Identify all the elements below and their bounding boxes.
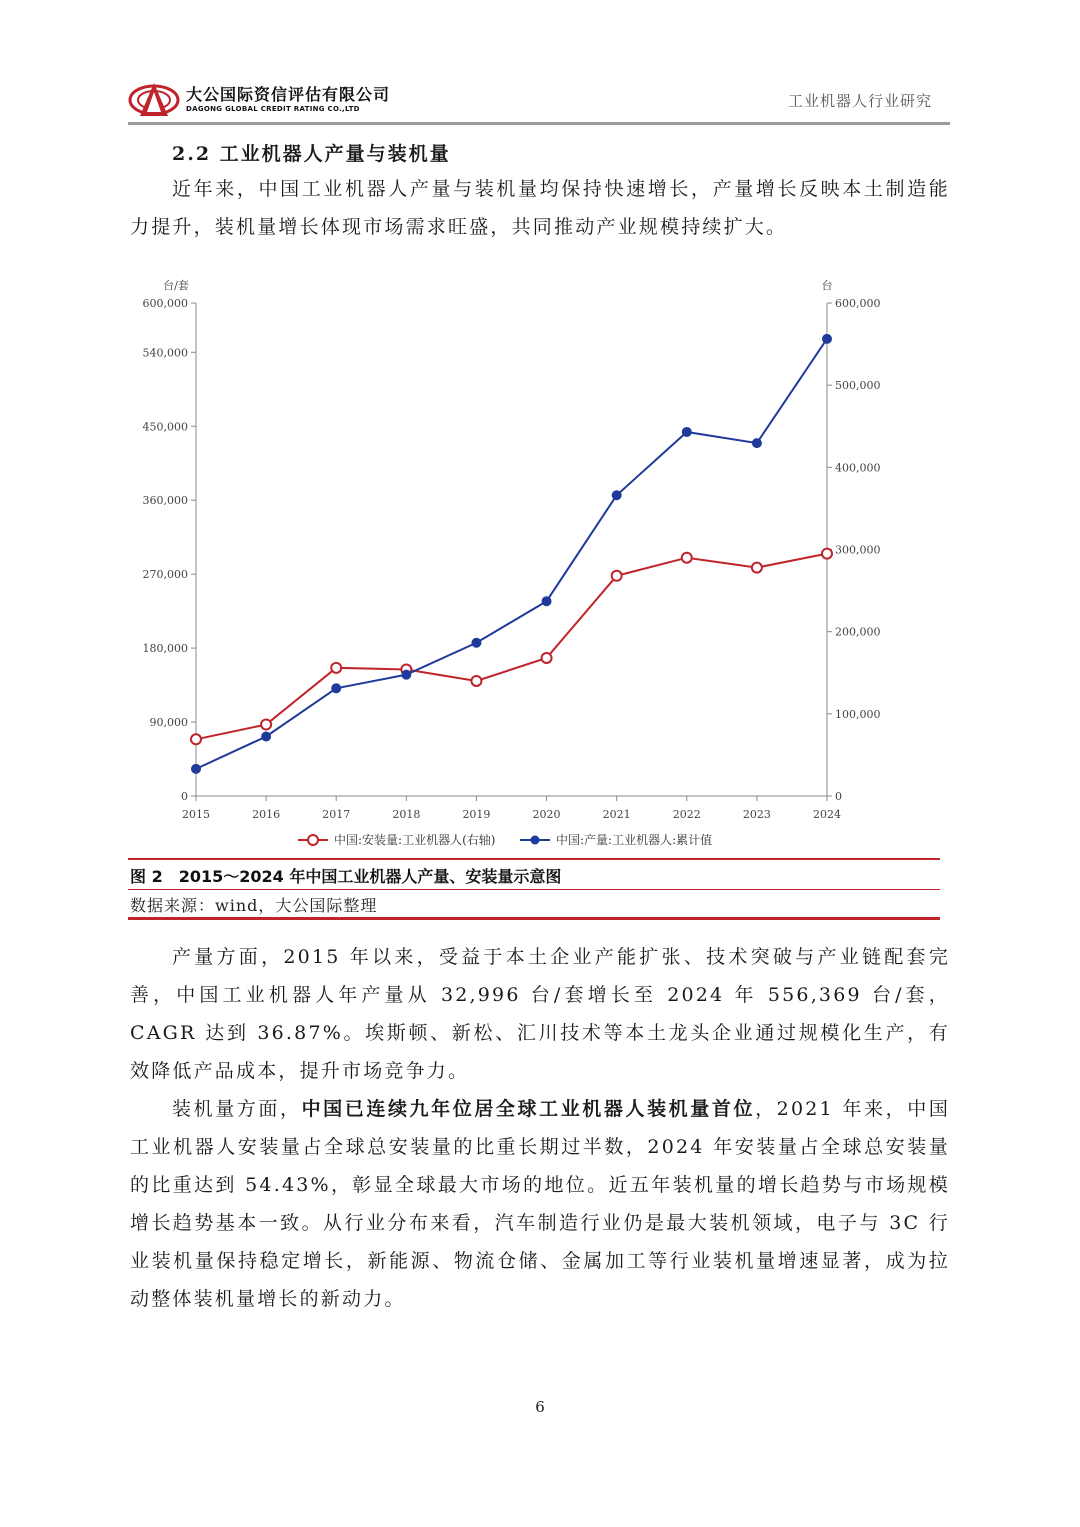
company-name-en: DAGONG GLOBAL CREDIT RATING CO.,LTD xyxy=(186,105,360,113)
legend-marker-2 xyxy=(531,836,540,845)
left-tick-label: 180,000 xyxy=(142,642,188,656)
installation-lead: 装机量方面， xyxy=(172,1098,302,1120)
legend-marker-1 xyxy=(308,835,318,845)
left-tick-label: 0 xyxy=(181,790,188,803)
left-axis-unit: 台/套 xyxy=(163,279,189,292)
data-point-series-1 xyxy=(682,553,692,563)
left-tick-label: 360,000 xyxy=(142,494,188,508)
right-tick-label: 300,000 xyxy=(835,543,881,557)
intro-paragraph: 近年来，中国工业机器人产量与装机量均保持快速增长，产量增长反映本土制造能力提升，装机量增长体现市场需求旺盛，共同推动产业规模持续扩大。 xyxy=(130,178,950,238)
data-point-series-2 xyxy=(262,732,271,741)
header-divider xyxy=(128,122,950,125)
company-logo xyxy=(128,80,390,120)
production-paragraph: 产量方面，2015 年以来，受益于本土企业产能扩张、技术突破与产业链配套完善，中国工业机器人年产量从 32,996 台/套增长至 2024 年 556,369 台/套，CAGR 达到 36.87%。埃斯顿、新松、汇川技术等本土龙头企业通过规模化生产，有效降低产品成本，提升市场竞争力。 xyxy=(130,946,950,1082)
x-tick-label: 2017 xyxy=(322,808,351,821)
x-tick-label: 2016 xyxy=(252,808,281,821)
data-point-series-2 xyxy=(752,439,761,448)
data-point-series-2 xyxy=(542,597,551,606)
left-tick-label: 600,000 xyxy=(142,297,188,310)
figure-rule-top xyxy=(128,858,940,860)
legend-label-2: 中国:产量:工业机器人:累计值 xyxy=(556,833,713,847)
left-tick-label: 450,000 xyxy=(142,420,188,434)
x-tick-label: 2020 xyxy=(532,808,561,821)
right-tick-label: 0 xyxy=(835,790,842,803)
data-point-series-1 xyxy=(331,663,341,673)
right-tick-label: 100,000 xyxy=(835,707,881,721)
legend-label-1: 中国:安装量:工业机器人(右轴) xyxy=(334,833,496,847)
right-tick-label: 200,000 xyxy=(835,625,881,639)
report-title: 工业机器人行业研究 xyxy=(787,92,932,110)
x-tick-label: 2024 xyxy=(813,808,841,821)
left-tick-label: 90,000 xyxy=(149,716,188,730)
line-chart-svg xyxy=(120,270,920,860)
x-tick-label: 2022 xyxy=(672,808,701,821)
data-point-series-1 xyxy=(261,720,271,730)
production-installation-chart xyxy=(120,270,920,860)
installation-paragraph xyxy=(130,1090,950,1318)
series-line-1 xyxy=(196,554,827,740)
data-point-series-1 xyxy=(752,563,762,573)
data-point-series-2 xyxy=(332,684,341,693)
x-tick-label: 2018 xyxy=(392,808,421,821)
company-name-cn: 大公国际资信评估有限公司 xyxy=(186,85,391,104)
x-tick-label: 2019 xyxy=(462,808,491,821)
data-point-series-1 xyxy=(191,734,201,744)
dagong-logo-icon xyxy=(128,80,180,120)
figure-rule-middle xyxy=(128,889,940,890)
data-point-series-1 xyxy=(542,653,552,663)
figure-caption: 图 2 2015～2024 年中国工业机器人产量、安装量示意图 xyxy=(130,867,562,886)
page-header xyxy=(128,74,950,124)
data-point-series-2 xyxy=(192,764,201,773)
left-tick-label: 540,000 xyxy=(142,346,188,360)
figure-source: 数据来源：wind，大公国际整理 xyxy=(130,896,378,915)
data-point-series-1 xyxy=(612,571,622,581)
page-number: 6 xyxy=(535,1398,545,1416)
x-tick-label: 2023 xyxy=(742,808,771,821)
installation-highlight: 中国已连续九年位居全球工业机器人装机量首位 xyxy=(301,1098,756,1120)
data-point-series-2 xyxy=(472,638,481,647)
section-heading: 2.2 工业机器人产量与装机量 xyxy=(172,143,451,165)
right-tick-label: 400,000 xyxy=(835,461,881,475)
right-tick-label: 500,000 xyxy=(835,379,881,393)
right-axis-unit: 台 xyxy=(821,279,833,292)
x-tick-label: 2015 xyxy=(182,808,210,821)
installation-rest: ，2021 年来，中国工业机器人安装量占全球总安装量的比重长期过半数，2024 年安装量占全球总安装量的比重达到 54.43%，彰显全球最大市场的地位。近五年装机量的增长趋势与市场规模增长趋势基本一致。从行业分布来看，汽车制造行业仍是最大装机领域，电子与 3C 行业装机量保持稳定增长，新能源、物流仓储、金属加工等行业装机量增速显著，成为拉动整体装机量增长的新动力。 xyxy=(130,1098,951,1310)
left-tick-label: 270,000 xyxy=(142,568,188,582)
right-tick-label: 600,000 xyxy=(835,297,881,310)
x-tick-label: 2021 xyxy=(602,808,631,821)
data-point-series-1 xyxy=(822,549,832,559)
data-point-series-2 xyxy=(402,670,411,679)
data-point-series-2 xyxy=(682,427,691,436)
data-point-series-1 xyxy=(471,676,481,686)
data-point-series-2 xyxy=(612,491,621,500)
figure-rule-bottom xyxy=(128,917,940,920)
data-point-series-2 xyxy=(823,334,832,343)
